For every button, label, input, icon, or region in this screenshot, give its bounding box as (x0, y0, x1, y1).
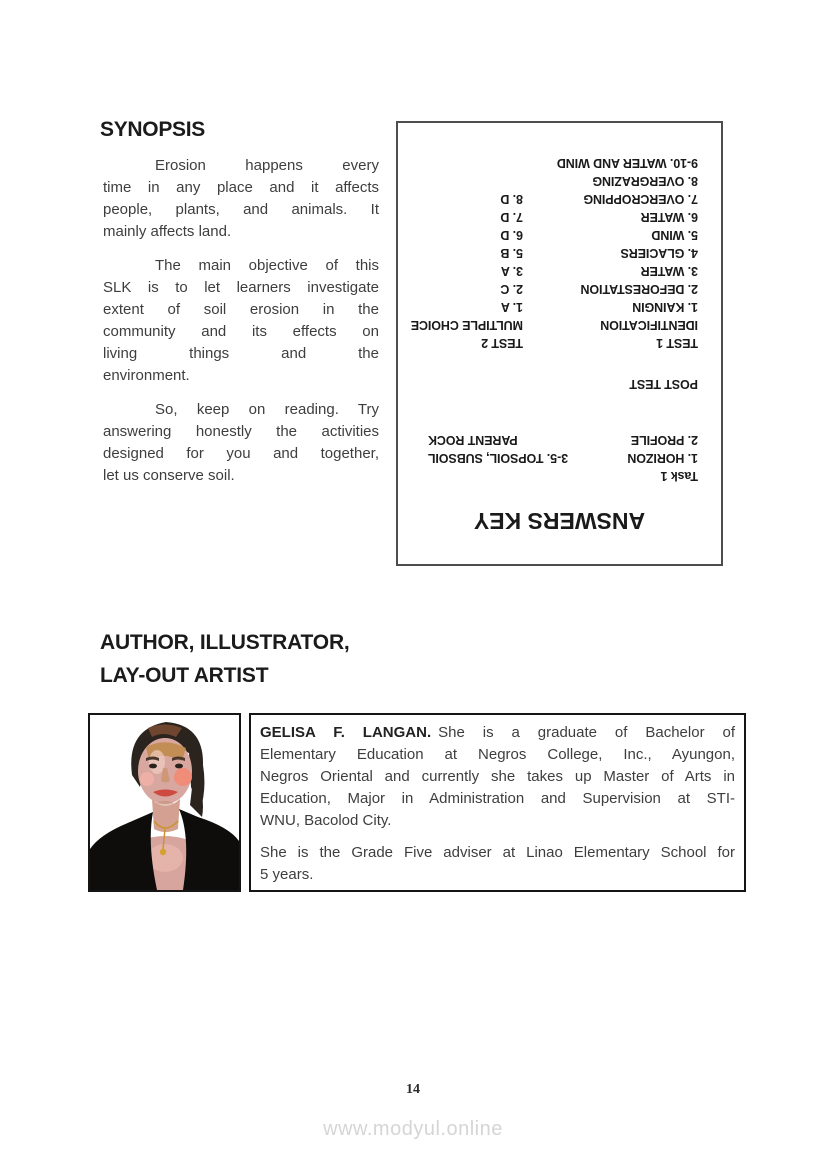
answer-cell: 6. WATER (640, 210, 698, 224)
author-photo (90, 715, 239, 890)
table-row (398, 206, 721, 224)
author-bio-box (249, 713, 746, 892)
table-row (398, 170, 721, 188)
table-row (398, 224, 721, 242)
text-line: mainly affects land. (103, 223, 232, 240)
table-row (398, 447, 721, 465)
watermark-text: www.modyul.online (323, 1118, 503, 1140)
table-row (398, 152, 721, 170)
answer-cell: 3. WATER (640, 264, 698, 278)
answer-cell: 5. B (500, 246, 523, 260)
answer-cell: 1. HORIZON (627, 451, 698, 465)
answers-key-title: ANSWERS KEY (473, 508, 646, 534)
task1-label: Task 1 (660, 469, 698, 483)
synopsis-paragraph (103, 255, 379, 387)
answer-cell: 2. PROFILE (630, 433, 698, 447)
answer-cell: TEST 2 (481, 336, 523, 350)
answers-key-box (396, 121, 723, 566)
text-line: let us conserve soil. (103, 467, 235, 484)
answer-cell: 8. D (500, 192, 523, 206)
answer-cell: PARENT ROCK (428, 433, 518, 447)
author-heading-line1: AUTHOR, ILLUSTRATOR, (100, 631, 350, 654)
text-line: So, keep on reading. Try (155, 401, 379, 418)
table-row (398, 296, 721, 314)
synopsis-paragraph (103, 399, 379, 487)
synopsis-paragraph (103, 155, 379, 243)
text-line: Negros Oriental and currently she takes up Master of Arts in (260, 768, 735, 785)
text-line: living things and the (103, 345, 379, 362)
answer-cell: 1. A (500, 300, 523, 314)
table-row (398, 429, 721, 447)
text-line: Education, Major in Administration and Supervision at STI- (260, 790, 735, 807)
text-line: Erosion happens every (155, 157, 379, 174)
text-line: designed for you and together, (103, 445, 379, 462)
answer-cell: 8. OVERGRAZING (592, 174, 698, 188)
text-line: Elementary Education at Negros College, Inc., Ayungon, (260, 746, 735, 763)
text-line: The main objective of this (155, 257, 379, 274)
text-line: 5 years. (260, 866, 314, 883)
answer-cell: MULTIPLE CHOICE (410, 318, 523, 332)
text-line: time in any place and it affects (103, 179, 379, 196)
page-number: 14 (406, 1082, 420, 1097)
bio-paragraph (260, 722, 735, 832)
table-row (398, 260, 721, 278)
text-line: WNU, Bacolod City. (260, 812, 392, 829)
answers-key-rotated-content (398, 123, 721, 564)
answer-cell: 3. A (500, 264, 523, 278)
answer-cell: 7. D (500, 210, 523, 224)
text-line: answering honestly the activities (103, 423, 379, 440)
author-heading-line2: LAY-OUT ARTIST (100, 664, 269, 687)
text-line: extent of soil erosion in the (103, 301, 379, 318)
bio-paragraph (260, 842, 735, 886)
text-line: environment. (103, 367, 190, 384)
answer-cell: 7. OVERCROPPING (583, 192, 698, 206)
answer-cell: 4. GLACIERS (620, 246, 698, 260)
post-test-label: POST TEST (629, 377, 698, 391)
answer-cell: 2. DEFORESTATION (580, 282, 698, 296)
table-row (398, 332, 721, 350)
table-row (398, 188, 721, 206)
table-row (398, 278, 721, 296)
answer-cell: 3-5. TOPSOIL, SUBSOIL (428, 451, 569, 465)
synopsis-heading: SYNOPSIS (100, 118, 205, 141)
author-name: GELISA F. LANGAN. (260, 724, 432, 741)
answer-cell: 2. C (500, 282, 523, 296)
text-line: SLK is to let learners investigate (103, 279, 379, 296)
table-row (398, 242, 721, 260)
post-test-rows (398, 152, 721, 350)
text-line: She is the Grade Five adviser at Linao Elementary School for (260, 844, 735, 861)
author-section-heading (100, 626, 350, 692)
answer-cell: 6. D (500, 228, 523, 242)
author-photo-frame (88, 713, 241, 892)
answer-cell: TEST 1 (656, 336, 698, 350)
text-line: people, plants, and animals. It (103, 201, 379, 218)
text-line: community and its effects on (103, 323, 379, 340)
table-row (398, 314, 721, 332)
answer-cell: 9-10. WATER AND WIND (556, 156, 698, 170)
answer-cell: 5. WIND (651, 228, 698, 242)
synopsis-body (103, 155, 379, 499)
text-line (260, 722, 735, 744)
answer-cell: IDENTIFICATION (600, 318, 698, 332)
bio-text: She is a graduate of Bachelor of (438, 724, 735, 741)
task1-rows (398, 429, 721, 465)
answer-cell: 1. KAINGIN (632, 300, 698, 314)
